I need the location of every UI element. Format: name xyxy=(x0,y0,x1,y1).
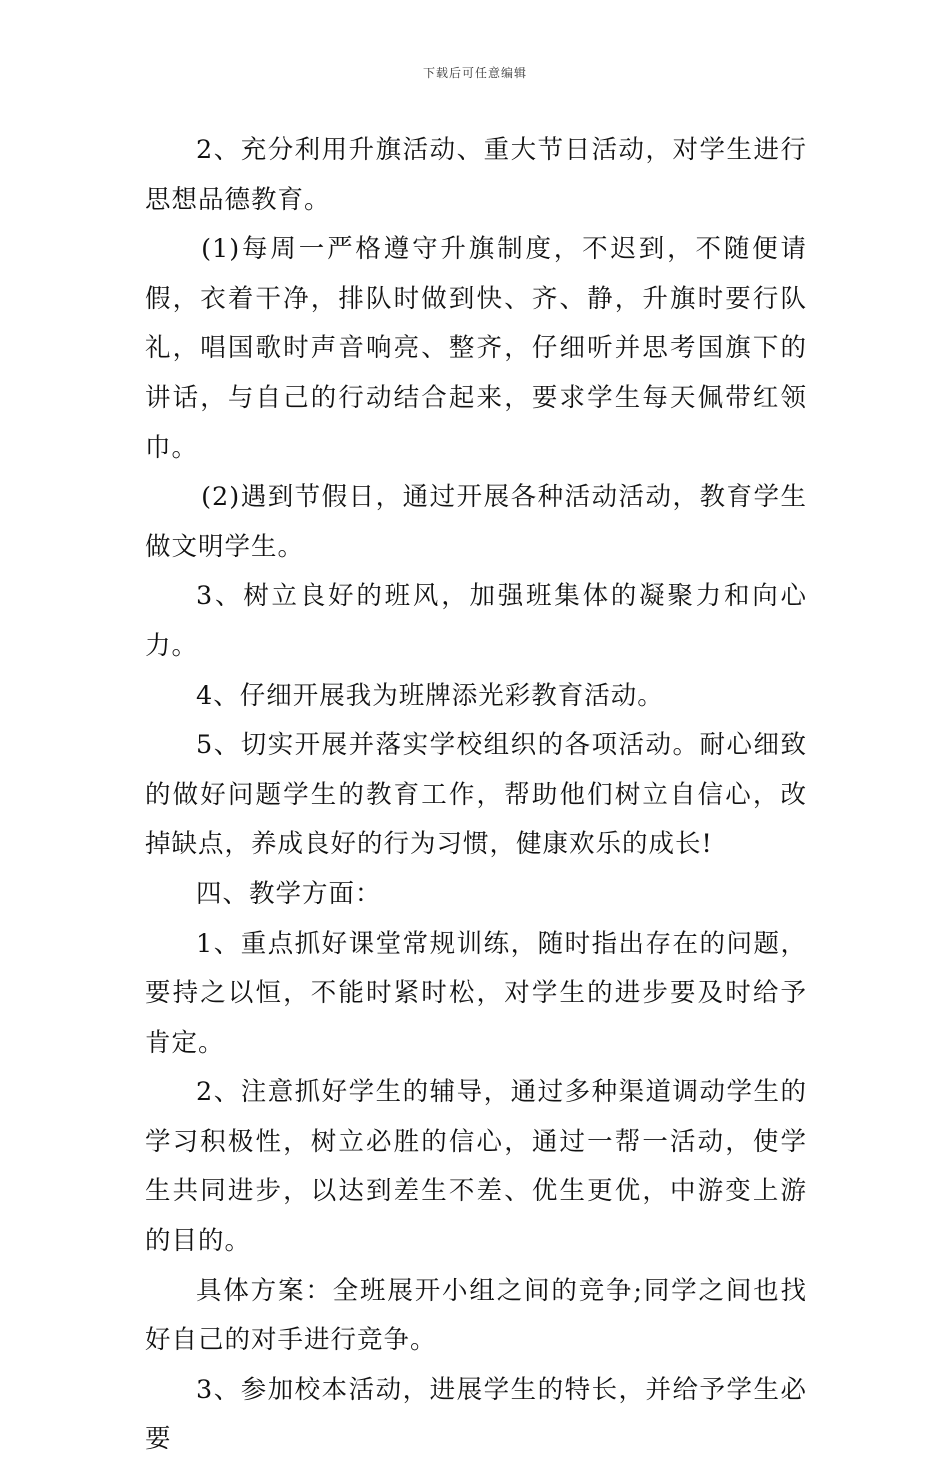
document-body xyxy=(145,126,807,1465)
page-header: 下载后可任意编辑 xyxy=(422,66,527,80)
paragraph-teaching-2: 2、注意抓好学生的辅导，通过多种渠道调动学生的学习积极性，树立必胜的信心，通过一帮一活动，使学生共同进步，以达到差生不差、优生更优，中游变上游的目的。 xyxy=(145,1077,807,1257)
paragraph-teaching-3: 3、参加校本活动，进展学生的特长，并给予学生必要 xyxy=(145,1374,807,1455)
paragraph-sub-2: (2)遇到节假日，通过开展各种活动活动，教育学生做文明学生。 xyxy=(145,482,807,562)
paragraph-item-4: 4、仔细开展我为班牌添光彩教育活动。 xyxy=(196,680,664,711)
paragraph-item-2: 2、充分利用升旗活动、重大节日活动，对学生进行思想品德教育。 xyxy=(145,135,807,215)
paragraph-sub-1: (1)每周一严格遵守升旗制度，不迟到，不随便请假，衣着干净，排队时做到快、齐、静，升旗时要行队礼，唱国歌时声音响亮、整齐，仔细听并思考国旗下的讲话，与自己的行动结合起来，要求学生每天佩带红领巾。 xyxy=(145,234,807,463)
section-heading-teaching: 四、教学方面： xyxy=(196,878,382,909)
paragraph-item-3: 3、树立良好的班风，加强班集体的凝聚力和向心力。 xyxy=(145,581,807,661)
paragraph-teaching-1: 1、重点抓好课堂常规训练，随时指出存在的问题，要持之以恒，不能时紧时松，对学生的进步要及时给予肯定。 xyxy=(145,928,807,1058)
paragraph-plan: 具体方案：全班展开小组之间的竞争;同学之间也找好自己的对手进行竞争。 xyxy=(145,1275,807,1356)
paragraph-item-5: 5、切实开展并落实学校组织的各项活动。耐心细致的做好问题学生的教育工作，帮助他们树立自信心，改掉缺点，养成良好的行为习惯，健康欢乐的成长! xyxy=(145,730,807,860)
